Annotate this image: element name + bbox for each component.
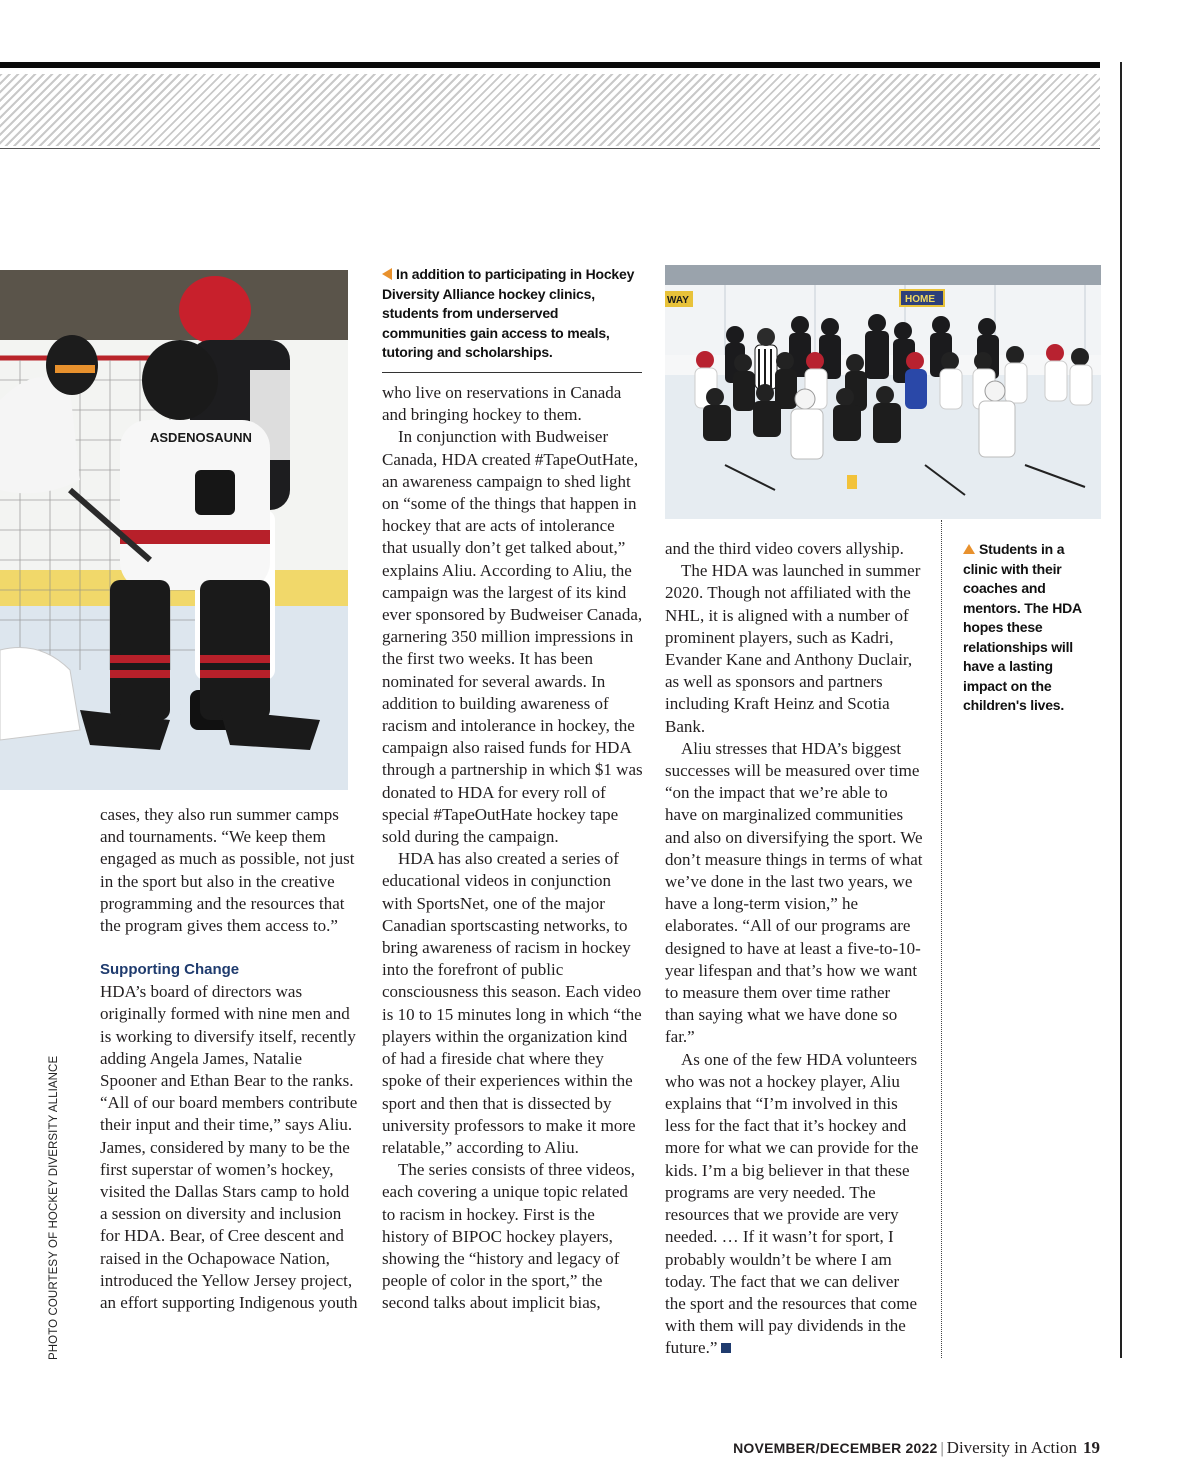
arena-sign-away: WAY <box>667 295 689 306</box>
folio-separator: | <box>940 1440 944 1457</box>
photo-credit: PHOTO COURTESY OF HOCKEY DIVERSITY ALLIANCE <box>48 1055 60 1360</box>
arena-sign-home: HOME <box>905 294 935 305</box>
hockey-players-photo <box>0 270 348 790</box>
publication-name: Diversity in Action <box>946 1438 1077 1457</box>
hatched-banner <box>0 74 1100 146</box>
paragraph-final <box>665 1049 923 1360</box>
paragraph: HDA’s board of directors was originally formed with nine men and is working to diversify itself, recently adding Angela James, Natalie Spooner and Ethan Bear to the ranks. “All of our board members contribute their input and their time,” says Aliu. James, considered by many to be the first superstar of women’s hockey, visited the Dallas Stars camp to hold a session on diversity and inclusion for HDA. Bear, of Cree descent and raised in the Ochapowace Nation, introduced the Yellow Jersey project, an effort supporting Indigenous youth <box>100 982 358 1313</box>
paragraph: Aliu stresses that HDA’s biggest successes will be measured over time “on the impact that we’re able to have on marginalized communities and also on diversifying the sport. We don’t measure things in terms of what we’ve done in the last two years, we have a long-term vision,” he elaborates. “All of our programs are designed to have at least a five-to-10-year lifespan and that’s how we want to measure them over time rather than saying what we have done so far.” <box>665 738 923 1047</box>
paragraph-text: As one of the few HDA volunteers who was not a hockey player, Aliu explains that “I’m involved in this less for the fact that it’s hockey and more for what we can provide for the kids. I’m a big believer in that these programs are very needed. The resources that we provide are very needed. … If it wasn’t for sport, I probably wouldn’t be where I am today. The fact that we can deliver the sport and the resources that come with them will pay dividends in the future.” <box>665 1049 919 1358</box>
caption-text: Students in a clinic with their coaches and mentors. The HDA hopes these relationships will have a lasting impact on the children's lives. <box>963 541 1082 713</box>
caption-rule <box>382 372 642 373</box>
paragraph: who live on reservations in Canada and bringing hockey to them. <box>382 383 622 425</box>
article-column-3 <box>665 538 923 1360</box>
banner-bottom-rule <box>0 148 1100 149</box>
jersey-nameplate: ASDENOSAUNN <box>150 430 252 445</box>
right-margin-rule <box>1120 62 1122 1358</box>
caption-text: In addition to participating in Hockey Diversity Alliance hockey clinics, students from underserved communities gain access to meals, tutoring and scholarships. <box>382 266 635 360</box>
paragraph: The HDA was launched in summer 2020. Though not affiliated with the NHL, it is aligned with a number of prominent players, such as Kadri, Evander Kane and Anthony Duclair, as well as sponsors and partners including Kraft Heinz and Scotia Bank. <box>665 561 921 736</box>
paragraph: and the third video covers allyship. <box>665 539 904 558</box>
page-folio <box>733 1438 1100 1458</box>
page-number: 19 <box>1083 1438 1100 1457</box>
team-group-photo <box>665 265 1101 519</box>
triangle-left-icon <box>382 268 392 280</box>
paragraph: In conjunction with Budweiser Canada, HDA created #TapeOutHate, an awareness campaign to shed light on “some of the things that happen in hockey that are acts of intolerance that usually don’t get talked about,” explains Aliu. According to Aliu, the campaign was the largest of its kind ever sponsored by Budweiser Canada, garnering 350 million impressions in the first two weeks. It has been nominated for several awards. In addition to building awareness of racism and intolerance in hockey, the campaign also raised funds for HDA through a partnership in which $1 was donated to HDA for every roll of special #TapeOutHate hockey tape sold during the campaign. <box>382 427 643 847</box>
end-mark-square-icon <box>721 1343 731 1353</box>
top-rule <box>0 62 1100 68</box>
section-subhead: Supporting Change <box>100 961 240 979</box>
dotted-column-divider <box>941 520 942 1358</box>
paragraph: HDA has also created a series of educational videos in conjunction with SportsNet, one of the major Canadian sportscasting networks, to bring awareness of racism in hockey into the forefront of public consciousness this season. Each video is 10 to 15 minutes long in which “the players within the organization kind of had a fireside chat where they spoke of their experiences within the sport and then that is dissected by university professors to make it more relatable,” according to Aliu. <box>382 849 642 1157</box>
article-column-1 <box>100 804 358 1314</box>
photo-caption-right <box>963 540 1098 716</box>
issue-date: NOVEMBER/DECEMBER 2022 <box>733 1440 938 1456</box>
photo-caption-left <box>382 265 644 363</box>
paragraph: The series consists of three videos, each covering a unique topic related to racism in hockey. First is the history of BIPOC hockey players, showing the “history and legacy of people of color in the sport,” the second talks about implicit bias, <box>382 1160 635 1313</box>
triangle-up-icon <box>963 544 975 554</box>
hockey-players-illustration <box>0 270 348 790</box>
team-group-illustration <box>665 265 1101 519</box>
article-column-2 <box>382 382 644 1315</box>
paragraph: cases, they also run summer camps and tournaments. “We keep them engaged as much as possible, not just in the sport but also in the creative programming and the resources that the program gives them access to.” <box>100 805 355 936</box>
